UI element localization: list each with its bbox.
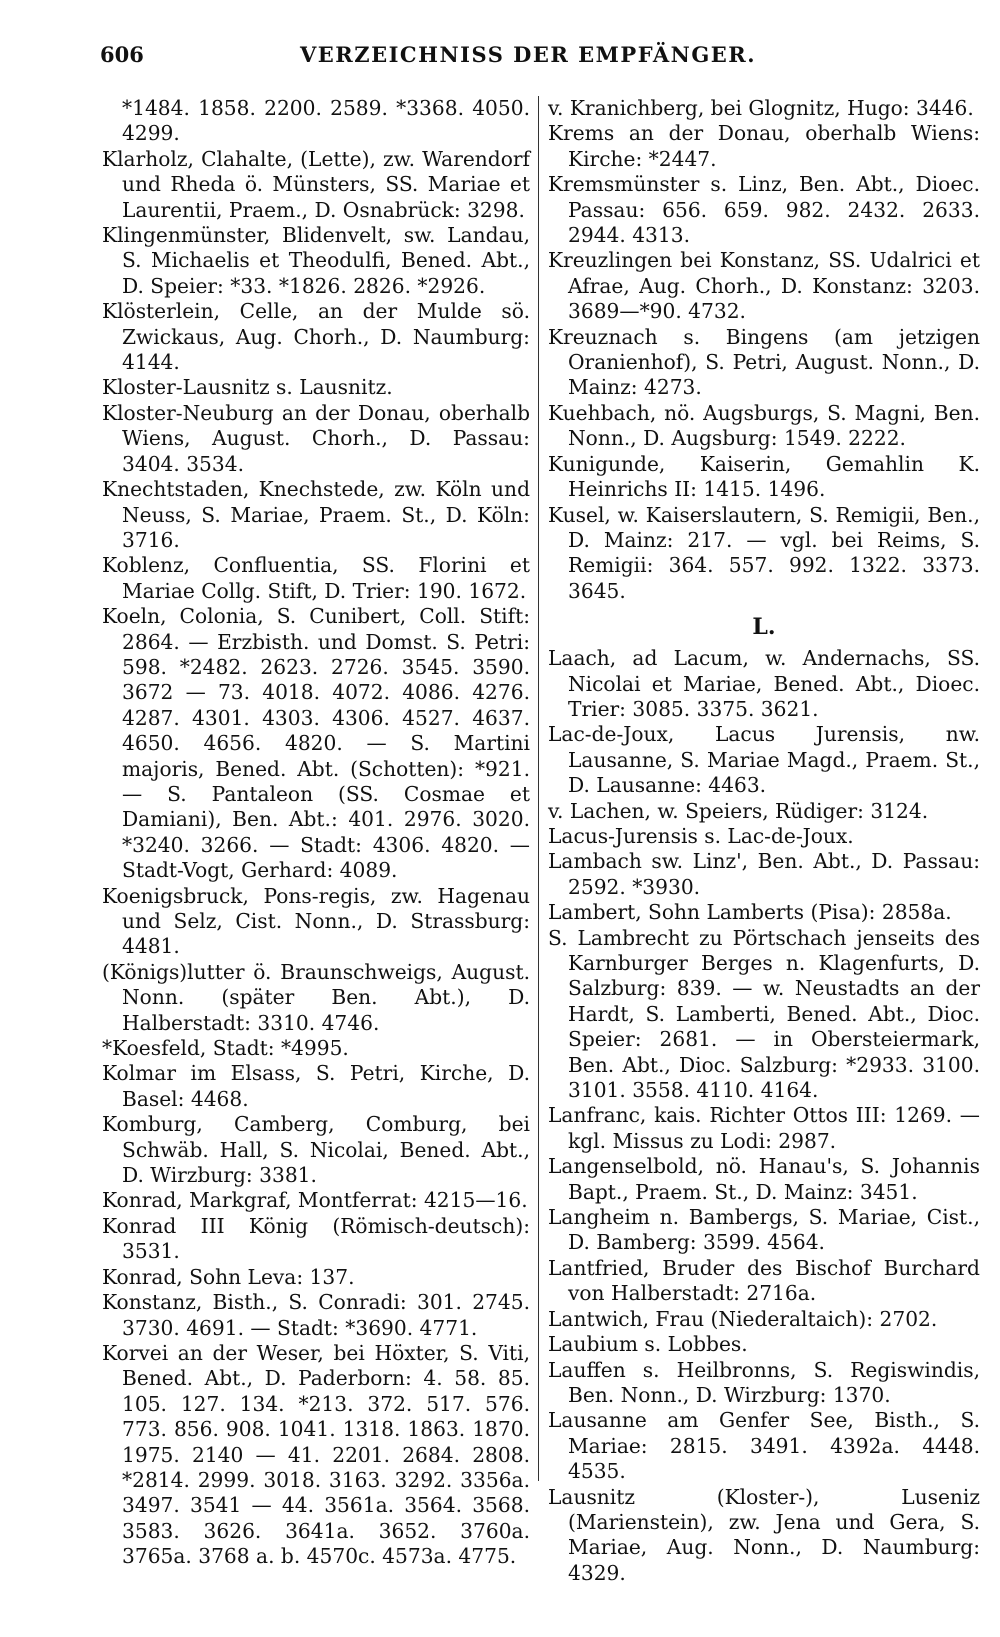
index-entry: Lausanne am Genfer See, Bisth., S. Mariae: 2815. 3491. 4392a. 4448. 4535. — [548, 1408, 980, 1484]
index-entry: Konrad, Markgraf, Montferrat: 4215—16. — [102, 1188, 528, 1213]
index-entry: Kunigunde, Kaiserin, Gemahlin K. Heinrichs II: 1415. 1496. — [548, 451, 980, 502]
index-entry: Lantwich, Frau (Niederaltaich): 2702. — [548, 1306, 938, 1331]
index-entry: Langenselbold, nö. Hanau's, S. Johannis Bapt., Praem. St., D. Mainz: 3451. — [548, 1154, 980, 1204]
index-entry: Klingenmünster, Blidenvelt, sw. Landau, S. Michaelis et Theodulfi, Bened. Abt., D. Speier: *33. *1826. 2826. *2926. — [102, 223, 530, 298]
index-entry: Lac-de-Joux, Lacus Jurensis, nw. Lausanne, S. Mariae Magd., Praem. St., D. Lausanne: 4463. — [548, 722, 980, 798]
index-entry: Lacus-Jurensis s. Lac-de-Joux. — [548, 823, 854, 848]
index-entry: Koeln, Colonia, S. Cunibert, Coll. Stift: 2864. — Erzbisth. und Domst. S. Petri: 598. *2482. 2623. 2726. 3545. 3590. 3672 — 73. 4018. 4072. 4086. 4276. 4287. 4301. 4303. 4306. 4527. 4637. 4650. 4656. 4820. — S. Martini majoris, Bened. Abt. (Schotten): *921. — S. Pantaleon (SS. Cosmae et Damiani), Ben. Abt.: 401. 2976. 3020. *3240. 3266. — Stadt: 4306. 4820. — Stadt-Vogt, Gerhard: 4089. — [102, 604, 530, 883]
index-entry: Konrad, Sohn Leva: 137. — [102, 1264, 355, 1289]
index-entry: Konstanz, Bisth., S. Conradi: 301. 2745. 3730. 4691. — Stadt: *3690. 4771. — [102, 1290, 530, 1340]
index-entry: Komburg, Camberg, Comburg, bei Schwäb. Hall, S. Nicolai, Bened. Abt., D. Wirzburg: 3381. — [102, 1112, 530, 1188]
index-entry: Klösterlein, Celle, an der Mulde sö. Zwickaus, Aug. Chorh., D. Naumburg: 4144. — [102, 299, 530, 375]
index-entry: Kloster-Neuburg an der Donau, oberhalb Wiens, August. Chorh., D. Passau: 3404. 3534. — [102, 400, 530, 476]
index-entry: Lambach sw. Linz', Ben. Abt., D. Passau: 2592. *3930. — [548, 849, 980, 899]
index-entry: Konrad III König (Römisch-deutsch): 3531. — [102, 1213, 530, 1264]
left-column — [102, 96, 530, 1570]
index-entry: Langheim n. Bambergs, S. Mariae, Cist., D. Bamberg: 3599. 4564. — [548, 1205, 980, 1255]
index-entry: Klarholz, Clahalte, (Lette), zw. Warendorf und Rheda ö. Münsters, SS. Mariae et Laurentii, Praem., D. Osnabrück: 3298. — [102, 146, 530, 222]
index-entry: v. Lachen, w. Speiers, Rüdiger: 3124. — [548, 798, 929, 823]
index-entry: Kuehbach, nö. Augsburgs, S. Magni, Ben. Nonn., D. Augsburg: 1549. 2222. — [548, 400, 980, 451]
index-entry: Kremsmünster s. Linz, Ben. Abt., Dioec. Passau: 656. 659. 982. 2432. 2633. 2944. 4313. — [548, 172, 980, 248]
index-entry: Kolmar im Elsass, S. Petri, Kirche, D. Basel: 4468. — [102, 1061, 530, 1111]
column-divider — [538, 96, 539, 1481]
index-entry: Korvei an der Weser, bei Höxter, S. Viti, Bened. Abt., D. Paderborn: 4. 58. 85. 105. 127. 134. *213. 372. 517. 576. 773. 856. 908. 1041. 1318. 1863. 1870. 1975. 2140 — 41. 2201. 2684. 2808. *2814. 2999. 3018. 3163. 3292. 3356a. 3497. 3541 — 44. 3561a. 3564. 3568. 3583. 3626. 3641a. 3652. 3760a. 3765a. 3768 a. b. 4570c. 4573a. 4775. — [102, 1340, 530, 1569]
index-entry: Kusel, w. Kaiserslautern, S. Remigii, Ben., D. Mainz: 217. — vgl. bei Reims, S. Remigii: 364. 557. 992. 1322. 3373. 3645. — [548, 502, 980, 603]
index-entry: *1484. 1858. 2200. 2589. *3368. 4050. 4299. — [122, 96, 530, 146]
index-entry: *Koesfeld, Stadt: *4995. — [102, 1036, 349, 1061]
index-entry: Lausnitz (Kloster-), Luseniz (Marienstein), zw. Jena und Gera, S. Mariae, Aug. Nonn., D. Naumburg: 4329. — [548, 1484, 980, 1585]
section-heading-letter: L. — [752, 614, 776, 641]
right-column — [548, 96, 980, 1586]
index-entry: Koenigsbruck, Pons-regis, zw. Hagenau und Selz, Cist. Nonn., D. Strassburg: 4481. — [102, 883, 530, 959]
page-number: 606 — [100, 42, 144, 67]
index-entry: Kloster-Lausnitz s. Lausnitz. — [102, 375, 393, 400]
index-entry: Knechtstaden, Knechstede, zw. Köln und Neuss, S. Mariae, Praem. St., D. Köln: 3716. — [102, 477, 530, 552]
index-entry: Laubium s. Lobbes. — [548, 1332, 748, 1357]
index-entry: Laach, ad Lacum, w. Andernachs, SS. Nicolai et Mariae, Bened. Abt., Dioec. Trier: 3085. 3375. 3621. — [548, 646, 980, 721]
index-entry: v. Kranichberg, bei Glognitz, Hugo: 3446. — [548, 96, 974, 120]
index-entry: (Königs)lutter ö. Braunschweigs, August. Nonn. (später Ben. Abt.), D. Halberstadt: 3310. 4746. — [102, 959, 530, 1035]
index-entry: Kreuzlingen bei Konstanz, SS. Udalrici et Afrae, Aug. Chorh., D. Konstanz: 3203. 3689—*90. 4732. — [548, 248, 980, 324]
running-title: VERZEICHNISS DER EMPFÄNGER. — [300, 42, 757, 67]
index-entry: S. Lambrecht zu Pörtschach jenseits des Karnburger Berges n. Klagenfurts, D. Salzburg: 839. — w. Neustadts an der Hardt, S. Lamberti, Bened. Abt., Dioc. Speier: 2681. — in Obersteiermark, Ben. Abt., Dioc. Salzburg: *2933. 3100. 3101. 3558. 4110. 4164. — [548, 925, 980, 1103]
index-entry: Lambert, Sohn Lamberts (Pisa): 2858a. — [548, 900, 952, 925]
index-entry: Lanfranc, kais. Richter Ottos III: 1269. — kgl. Missus zu Lodi: 2987. — [548, 1103, 980, 1153]
index-entry: Kreuznach s. Bingens (am jetzigen Oranienhof), S. Petri, August. Nonn., D. Mainz: 4273. — [548, 324, 980, 400]
index-entry: Lantfried, Bruder des Bischof Burchard von Halberstadt: 2716a. — [548, 1255, 980, 1306]
index-entry: Koblenz, Confluentia, SS. Florini et Mariae Collg. Stift, D. Trier: 190. 1672. — [102, 553, 530, 603]
index-entry: Krems an der Donau, oberhalb Wiens: Kirche: *2447. — [548, 121, 980, 171]
index-entry: Lauffen s. Heilbronns, S. Regiswindis, Ben. Nonn., D. Wirzburg: 1370. — [548, 1357, 980, 1407]
page-header — [100, 42, 960, 82]
